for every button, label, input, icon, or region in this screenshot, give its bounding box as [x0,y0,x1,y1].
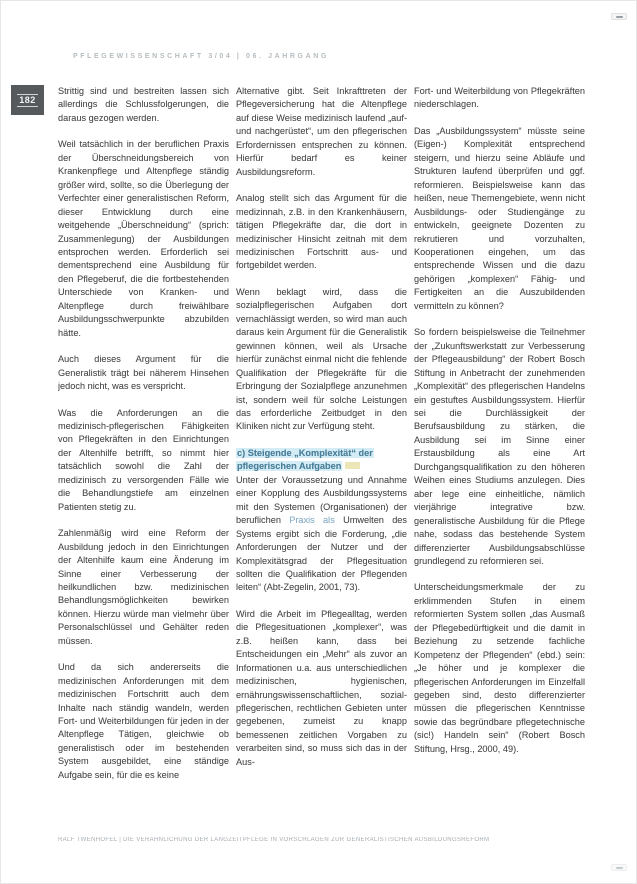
paragraph [236,474,407,595]
highlighted-word: Praxis als [289,515,335,526]
paragraph: So fordern beispielsweise die Teilnehmer der „Zukunftswerkstatt zur Verbesserung der Pflegeausbildung“ der Robert Bosch Stiftung in Anbetracht der zunehmenden „Komplexität“ des pflegerischen Handelns ein gestuftes Ausbildungssystem. Hierfür sei die Durchlässigkeit der Berufsausbildung zu stärken, die Ausbildung sei im Sinne einer Erstausbildung als eine Art Durchgangsqualifikation zu den höheren Weihen eines Studiums anzulegen. Dies aber lege eine einheitliche, nämlich vierjährige integrative bzw. generalistische Ausbildung für die Pflege nahe, sodass das bestehende System differenzierter Ausbildungsabschlüsse grundlegend zu reformieren sei. [414,327,585,566]
paragraph: Unterscheidungsmerkmale der zu erklimmenden Stufen in einem reformierten System sollen „das Ausmaß der Pflegebedürftigkeit und die damit in Beziehung zu setzende fachliche Kompetenz der Pflegenden“ (ebd.) sein: „Je höher und je komplexer die pflegerischen Anforderungen im Einzelfall gegeben sind, desto differenzierter müssen die pflegerischen Kenntnisse sowie das begründbare pflegetechnische (sic!) Handeln sein“ (Robert Bosch Stiftung, Hrsg., 2000, 49). [414,582,585,754]
paragraph: Wird die Arbeit im Pflegealltag, werden die Pflegesituationen „komplexer“, was z.B. heißen kann, dass bei Entscheidungen ein „Mehr“ als zuvor an Informationen u.a. aus unterschiedlichen medizinischen, hygienischen, ernährungswissenschaftlichen, sozial-pflegerischen, rechtlichen Gebieten unter gegebenen, zumeist zu knapp bemessenen zeitlichen Vorgaben zu verarbeiten sind, so muss sich das in der Aus- [236,608,407,767]
page-number: 182 [19,94,36,105]
paragraph: Das „Ausbildungssystem“ müsste seine (Eigen-) Komplexität entsprechend steigern, und hierzu seine Abläufe und Strukturen laufend überprüfen und ggf. reformieren. Beispielsweise kann das heißen, neue Themengebiete, wenn nicht Ausbildungs- oder Studiengänge zu entwickeln, geeignete Dozenten zu rekrutieren und vorzuhalten, Kooperationen eingehen, um das entsprechende Wissen und die dazu gehörigen „komplexen“ Fähig- und Fertigkeiten an die Auszubildenden vermitteln zu können? [414,125,585,311]
paragraph-text: Unter der Voraussetzung und Annahme einer Kopplung des Ausbildungssystems mit den Systemen (Organisationen) der beruflichen [236,474,407,526]
page-number-badge [11,85,44,115]
paragraph-text: Umwelten des Systems ergibt sich die Forderung, „die Anforderungen der Nutzer und der Komplexitätsgrad der Pflegesituation sollten die Qualifikation der Pflegenden leiten“ (Abt-Zegelin, 2001, 73). [236,515,408,593]
section-heading [236,447,407,474]
paragraph: Zahlenmäßig wird eine Reform der Ausbildung jedoch in den Einrichtungen der Altenhilfe kaum eine Änderung im Sinne einer Verbesserung der heilkundlichen bzw. medizinischen Behandlungsmöglichkeiten bewirken können. Hierzu würde man vielmehr über Personalschlüssel und Gehälter reden müssen. [58,528,229,646]
paragraph: Auch dieses Argument für die Generalistik trägt bei näherem Hinsehen jedoch nicht, was es verspricht. [58,354,229,392]
column-1 [58,85,229,833]
highlight-smudge [345,462,360,469]
paragraph: Und da sich andererseits die medizinischen Anforderungen mit dem medizinischen Fortschritt auch dem Inhalte nach ständig wandeln, werden Fort- und Weiterbildungen für jeden in der Altenpflege Tätigen, gleichwie ob generalistisch oder im bestehenden System ausgebildet, eine ständige Aufgabe sein, für die es keine [58,662,229,780]
paragraph: Wenn beklagt wird, dass die sozialpflegerischen Aufgaben dort vernachlässigt werden, so wird man auch daraus kein Argument für die Generalistik gewinnen können, weil als Ursache hierfür zunächst einmal nicht die fehlende Qualifikation der Pflegekräfte für die Erbringung der Sozialpflege anzunehmen ist, sondern weil für solche Leistungen das erforderliche Zeitbudget in den Kliniken nicht zur Verfügung steht. [236,286,407,432]
crop-mark-icon [612,865,626,870]
crop-dash-icon [616,16,623,18]
paragraph: Was die Anforderungen an die medizinisch-pflegerischen Fähigkeiten von Pflegekräften in den Einrichtungen der Altenhilfe betrifft, so nimmt hier tatsächlich sowohl die Zahl der medizinisch zu versorgenden Fälle wie die Behandlungstiefe am einzelnen Patienten stetig zu. [58,407,229,512]
paragraph: Weil tatsächlich in der beruflichen Praxis der Überschneidungsbereich von Krankenpflege und Altenpflege ständig größer wird, sollte, so die Überlegung der Verfechter einer generalistischen Reform, dieser Entwicklung durch eine weitgehende „Überschneidung“ (sprich: Zusammenlegung) der Ausbildungen entsprochen werden. Erforderlich sei dementsprechend eine Ausbildung für den Pflegeberuf, die die fortbestehenden Unterschiede von Kranken- und Altenpflege durch freiwählbare Ausbildungsschwerpunkte abzubilden hätte. [58,139,229,338]
footer-citation: RALF TWENHÖFEL | DIE VERÄHNLICHUNG DER LANGZEITPFLEGE IN VORSCHLÄGEN ZUR GENERALISTISCHEN AUSBILDUNGSREFORM [58,837,490,843]
paragraph: Strittig sind und bestreiten lassen sich allerdings die Schlussfolgerungen, die daraus gezogen werden. [58,86,229,123]
article-body [58,85,587,833]
column-3 [414,85,585,833]
crop-mark-icon [612,14,626,19]
paragraph: Fort- und Weiterbildung von Pflegekräften niederschlagen. [414,86,585,110]
paragraph: Analog stellt sich das Argument für die medizinnah, z.B. in den Krankenhäusern, tätigen Pflegekräfte dar, die dort in medizinischer Hinsicht zeitnah mit dem medizinischen Fortschritt aus- und fortgebildet werden. [236,193,407,271]
paragraph: Alternative gibt. Seit Inkrafttreten der Pflegeversicherung hat die Altenpflege auf diese Weise medizinisch laufend „auf- und nachgerüstet“, um den pflegerischen Erfordernissen entsprechen zu können. Hierfür bedarf es keiner Ausbildungsreform. [236,86,407,177]
crop-dash-icon [616,867,623,869]
column-2 [236,85,407,833]
running-head: PFLEGEWISSENSCHAFT 3/04 | 06. JAHRGANG [73,53,329,60]
section-heading-text: c) Steigende „Komplexität“ der pflegerischen Aufgaben [237,447,373,472]
